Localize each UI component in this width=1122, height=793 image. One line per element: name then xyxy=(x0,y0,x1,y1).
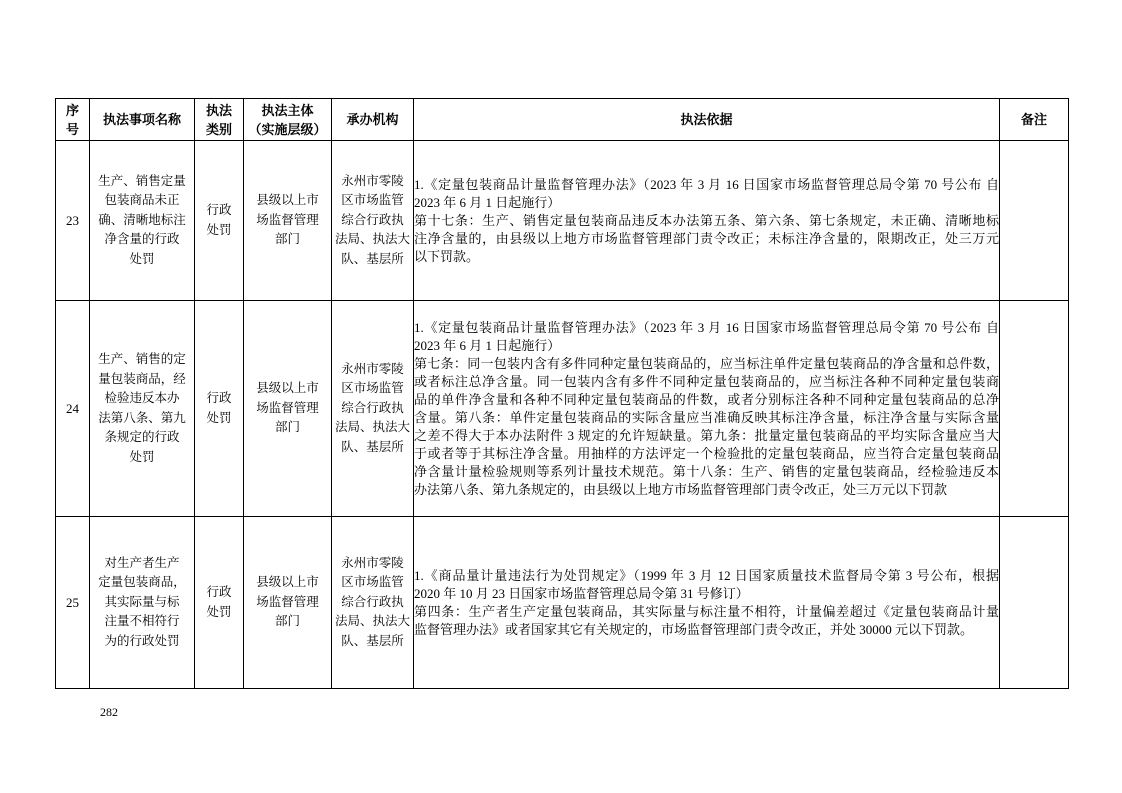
seq-number: 25 xyxy=(66,594,79,610)
basis-line: 含量。第八条：单件定量包装商品的实际含量应当准确反映其标注净含量，标注净含量与实际含量 xyxy=(414,409,999,425)
basis-line: 1.《商品量计量违法行为处罚规定》（1999 年 3 月 12 日国家质量技术监督局令第 3 号公布，根据 xyxy=(414,567,999,583)
table-header xyxy=(56,99,1069,141)
item-name-line: 生产、销售的定 xyxy=(98,352,186,366)
basis-paragraph xyxy=(414,567,999,603)
basis-line: 注净含量的，由县级以上地方市场监督管理部门责令改正；未标注净含量的，限期改正，处三万元 xyxy=(414,230,999,246)
agency-text xyxy=(332,554,413,652)
subject-text xyxy=(244,573,331,632)
header-agency xyxy=(332,99,414,141)
category-line: 行政 xyxy=(206,203,232,217)
seq-cell xyxy=(56,301,90,517)
basis-cell xyxy=(414,301,1000,517)
item-name-line: 确、清晰地标注 xyxy=(98,212,186,227)
subject-text xyxy=(244,379,331,438)
agency-line: 综合行政执 xyxy=(341,212,404,227)
subject-line: 场监督管理 xyxy=(256,212,319,227)
header-remark-line: 备注 xyxy=(1020,112,1047,127)
category-line: 行政 xyxy=(206,585,232,599)
basis-line: 净含量计量检验规则等系列计量技术规范。第十八条：生产、销售的定量包装商品，经检验违反本 xyxy=(414,463,999,479)
seq-number: 23 xyxy=(66,212,79,228)
basis-paragraph xyxy=(414,176,999,212)
basis-line: 品的单件净含量和各种不同种定量包装商品的件数，或者分别标注各种不同种定量包装商品的总净 xyxy=(414,391,999,407)
agency-line: 队、基层所 xyxy=(341,633,404,648)
basis-line: 监督管理办法》或者国家其它有关规定的，市场监督管理部门责令改正，并处 30000 元以下罚款。 xyxy=(414,621,974,637)
basis-line: 第七条：同一包装内含有多件同种定量包装商品的，应当标注单件定量包装商品的净含量和总件数， xyxy=(414,355,999,371)
header-item-name xyxy=(90,99,195,141)
agency-line: 综合行政执 xyxy=(341,400,404,415)
header-item-name-line: 执法事项名称 xyxy=(102,112,181,127)
agency-cell xyxy=(332,301,414,517)
subject-cell xyxy=(244,517,332,689)
category-line: 处罚 xyxy=(206,604,232,619)
table-body xyxy=(56,141,1069,689)
basis-line: 之差不得大于本办法附件 3 规定的允许短缺量。第九条：批量定量包装商品的平均实际含量应当大 xyxy=(414,427,999,443)
enforcement-items-table xyxy=(55,98,1069,689)
category-line: 处罚 xyxy=(206,410,232,425)
header-seq xyxy=(56,99,90,141)
basis-paragraph xyxy=(414,355,999,499)
item-name-line: 法第八条、第九 xyxy=(98,410,186,425)
table-row xyxy=(56,141,1069,301)
category-text xyxy=(195,583,243,622)
agency-line: 综合行政执 xyxy=(341,594,404,609)
item-name-line: 为的行政处罚 xyxy=(104,633,180,648)
agency-line: 队、基层所 xyxy=(341,251,404,266)
agency-text xyxy=(332,172,413,270)
header-category-line: 类别 xyxy=(205,121,232,137)
header-subject-line: 执法主体 xyxy=(261,102,314,118)
agency-cell xyxy=(332,141,414,301)
basis-paragraph xyxy=(414,319,999,355)
item-name-text xyxy=(90,554,194,652)
header-subject-line: （实施层级） xyxy=(248,121,327,137)
header-agency-line: 承办机构 xyxy=(346,112,399,127)
basis-line: 第四条：生产者生产定量包装商品，其实际量与标注量不相符，计量偏差超过《定量包装商品计量 xyxy=(414,603,999,619)
seq-cell xyxy=(56,141,90,301)
subject-line: 县级以上市 xyxy=(256,193,319,208)
agency-line: 法局、执法大 xyxy=(334,420,410,435)
item-name-line: 定量包装商品， xyxy=(98,575,186,590)
subject-cell xyxy=(244,301,332,517)
header-seq-line: 序 xyxy=(65,102,79,118)
item-name-line: 其实际量与标 xyxy=(104,594,180,609)
header-basis-line: 执法依据 xyxy=(680,112,733,127)
table-row xyxy=(56,301,1069,517)
item-name-text xyxy=(90,350,194,467)
basis-line: 2023 年 6 月 1 日起施行） xyxy=(414,194,561,210)
header-category xyxy=(195,99,244,141)
subject-line: 县级以上市 xyxy=(256,575,319,590)
basis-line: 办法第八条、第九条规定的，由县级以上地方市场监督管理部门责令改正，处三万元以下罚款 xyxy=(414,481,948,497)
header-category-line: 执法 xyxy=(205,102,232,118)
basis-line: 第十七条：生产、销售定量包装商品违反本办法第五条、第六条、第七条规定，未正确、清晰地标 xyxy=(414,212,999,228)
basis-line: 1.《定量包装商品计量监督管理办法》（2023 年 3 月 16 日国家市场监督管理总局令第 70 号公布 自 xyxy=(414,319,999,335)
basis-paragraph xyxy=(414,212,999,266)
category-text xyxy=(195,201,243,240)
item-name-cell xyxy=(90,141,195,301)
basis-paragraph xyxy=(414,603,999,639)
item-name-line: 处罚 xyxy=(129,449,155,464)
basis-line: 1.《定量包装商品计量监督管理办法》（2023 年 3 月 16 日国家市场监督管理总局令第 70 号公布 自 xyxy=(414,176,999,192)
remark-cell xyxy=(1000,301,1069,517)
item-name-line: 对生产者生产 xyxy=(104,555,180,570)
item-name-line: 净含量的行政 xyxy=(104,232,180,247)
header-subject xyxy=(244,99,332,141)
item-name-line: 量包装商品，经 xyxy=(98,371,186,386)
subject-cell xyxy=(244,141,332,301)
subject-line: 部门 xyxy=(274,232,300,247)
agency-line: 法局、执法大 xyxy=(334,232,410,247)
basis-line: 或者标注总净含量。同一包装内含有多件不同种定量包装商品的，应当标注各种不同种定量包装商 xyxy=(414,373,999,389)
basis-cell xyxy=(414,141,1000,301)
agency-line: 永州市零陵 xyxy=(341,173,404,188)
header-basis xyxy=(414,99,1000,141)
remark-cell xyxy=(1000,141,1069,301)
agency-line: 区市场监管 xyxy=(341,575,404,590)
item-name-line: 生产、销售定量 xyxy=(98,173,186,188)
header-remark xyxy=(1000,99,1069,141)
item-name-cell xyxy=(90,517,195,689)
basis-line: 于或者等于其标注净含量。用抽样的方法评定一个检验批的定量包装商品，应当符合定量包装商品 xyxy=(414,445,999,461)
subject-line: 场监督管理 xyxy=(256,594,319,609)
item-name-line: 检验违反本办 xyxy=(104,391,180,405)
agency-text xyxy=(332,360,413,458)
subject-line: 部门 xyxy=(274,420,300,435)
table-row xyxy=(56,517,1069,689)
page-number: 282 xyxy=(100,705,118,719)
item-name-cell xyxy=(90,301,195,517)
item-name-line: 条规定的行政 xyxy=(104,430,180,444)
item-name-line: 处罚 xyxy=(129,251,155,266)
agency-line: 永州市零陵 xyxy=(341,555,404,570)
header-seq-line: 号 xyxy=(65,121,79,137)
item-name-line: 注量不相符行 xyxy=(104,614,180,629)
seq-cell xyxy=(56,517,90,689)
category-text xyxy=(195,389,243,428)
agency-line: 队、基层所 xyxy=(341,439,404,454)
agency-cell xyxy=(332,517,414,689)
subject-line: 部门 xyxy=(274,614,300,629)
remark-cell xyxy=(1000,517,1069,689)
basis-line: 2020 年 10 月 23 日国家市场监督管理总局令第 31 号修订） xyxy=(414,585,749,601)
category-cell xyxy=(195,517,244,689)
agency-line: 区市场监管 xyxy=(341,381,404,396)
basis-cell xyxy=(414,517,1000,689)
subject-line: 县级以上市 xyxy=(256,381,319,396)
category-line: 行政 xyxy=(206,391,232,405)
subject-text xyxy=(244,191,331,250)
item-name-line: 包装商品未正 xyxy=(104,193,180,208)
basis-line: 以下罚款。 xyxy=(414,248,480,264)
seq-number: 24 xyxy=(66,400,79,416)
subject-line: 场监督管理 xyxy=(256,400,319,415)
category-cell xyxy=(195,301,244,517)
category-cell xyxy=(195,141,244,301)
agency-line: 永州市零陵 xyxy=(341,361,404,376)
basis-line: 2023 年 6 月 1 日起施行） xyxy=(414,337,561,353)
agency-line: 区市场监管 xyxy=(341,193,404,208)
category-line: 处罚 xyxy=(206,222,232,237)
agency-line: 法局、执法大 xyxy=(334,614,410,629)
item-name-text xyxy=(90,172,194,270)
